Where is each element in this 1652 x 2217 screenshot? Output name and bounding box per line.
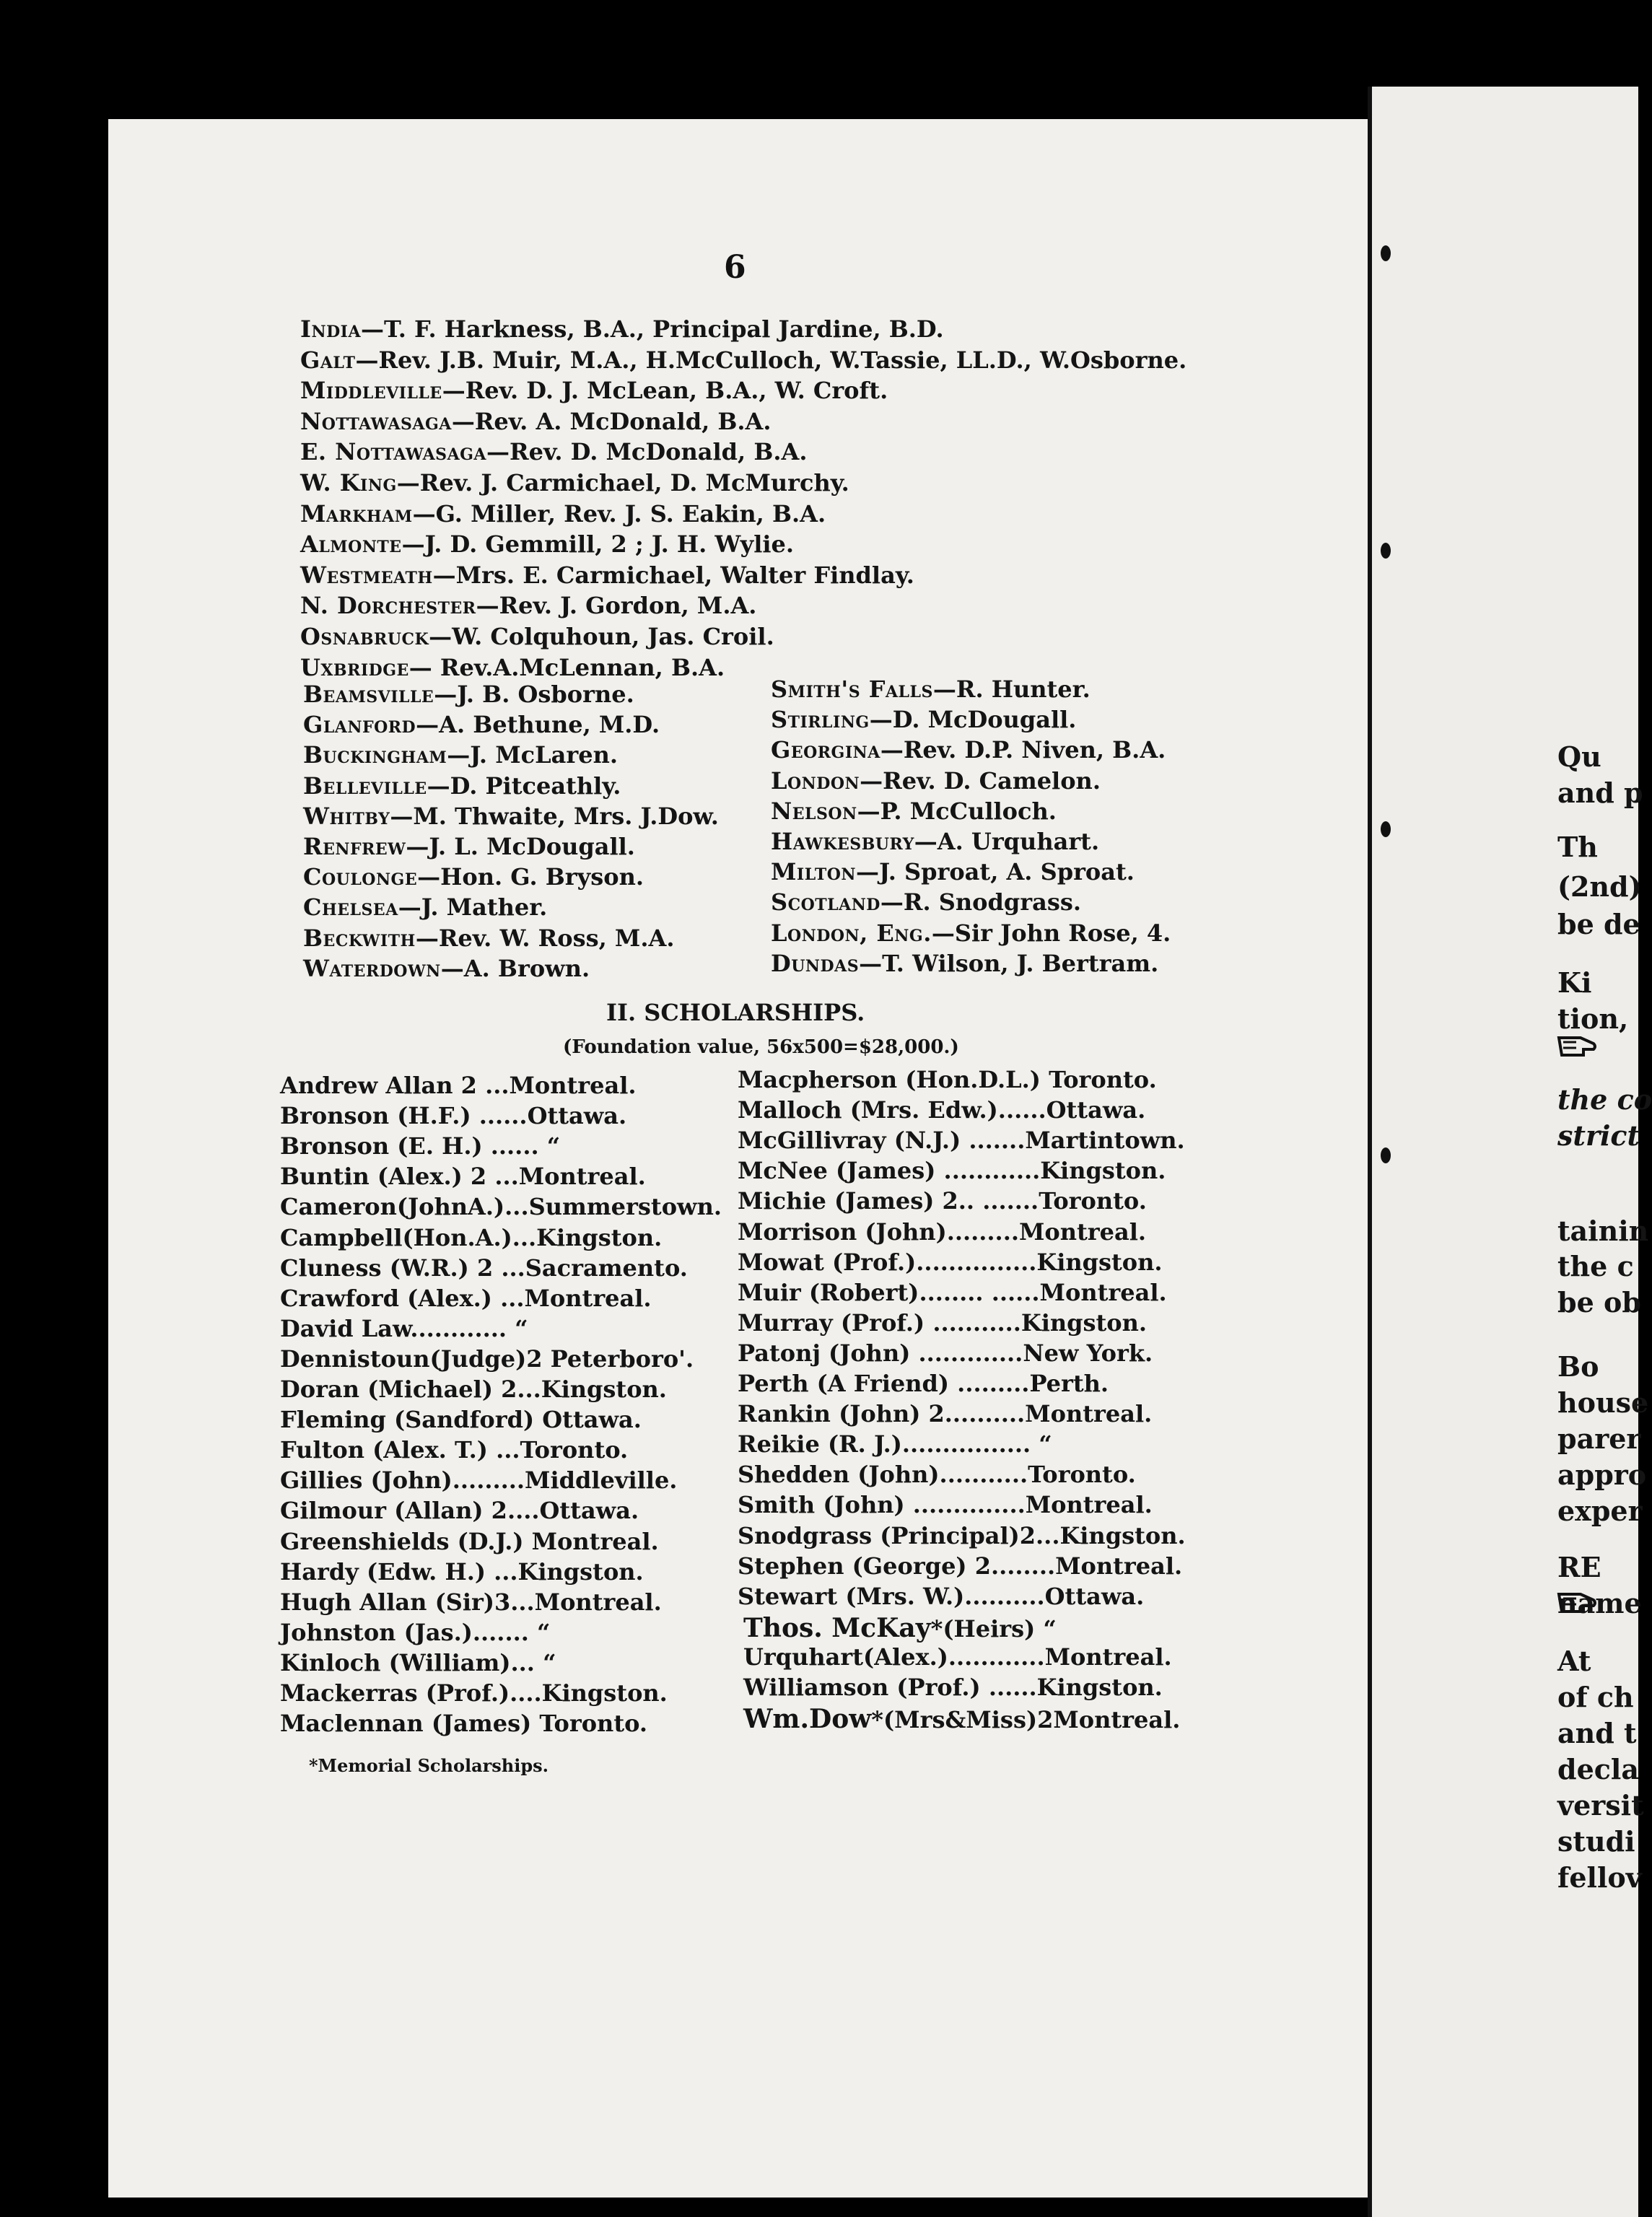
scholarship-entry: Reikie (R. J.)................ “ [738, 1430, 1052, 1459]
scholarship-entry: Mowat (Prof.)...............Kingston. [738, 1248, 1163, 1276]
donor-entry [303, 835, 635, 858]
scholarship-entry: Gillies (John).........Middleville. [280, 1466, 678, 1495]
donor-place: Coulonge [303, 863, 418, 891]
donor-names: —T. Wilson, J. Bertram. [859, 949, 1159, 977]
scholarship-entry: Williamson (Prof.) ......Kingston. [743, 1674, 1163, 1701]
donor-entry [300, 346, 1187, 374]
scholarship-entry: Shedden (John)...........Toronto. [738, 1461, 1136, 1489]
scholarship-entry: Smith (John) ..............Montreal. [738, 1491, 1153, 1519]
donor-names: —D. McDougall. [869, 706, 1077, 734]
facing-page-fragment: name [1557, 1587, 1642, 1619]
scholarships-subheading: (Foundation value, 56x500=$28,000.) [563, 1036, 959, 1058]
donor-entry [771, 797, 1057, 825]
facing-page-fragment: be ob [1557, 1286, 1641, 1319]
donor-names: —Rev. J. Carmichael, D. McMurchy. [396, 469, 849, 497]
facing-page-fragment: the co [1557, 1083, 1652, 1116]
page-number: 6 [724, 249, 746, 286]
donor-names: —J. D. Gemmill, 2 ; J. H. Wylie. [401, 530, 794, 559]
donor-entry [771, 858, 1135, 886]
donor-entry [771, 766, 1101, 795]
donor-names: —Rev. D. J. McLean, B.A., W. Croft. [442, 377, 888, 405]
donor-entry [300, 530, 794, 559]
donor-names: —A. Bethune, M.D. [416, 711, 660, 739]
facing-page-fragment: of ch [1557, 1681, 1634, 1713]
facing-page-fragment: appro [1557, 1459, 1647, 1491]
donor-names: —Mrs. E. Carmichael, Walter Findlay. [432, 561, 914, 589]
donor-entry [303, 954, 590, 982]
scholarship-entry: Cluness (W.R.) 2 ...Sacramento. [280, 1254, 688, 1282]
scholarship-entry: Cameron(JohnA.)...Summerstown. [280, 1193, 722, 1221]
donor-place: Buckingham [303, 741, 447, 769]
facing-page-fragment: Ki [1557, 966, 1592, 999]
donor-entry [771, 675, 1091, 703]
scholarship-entry: Crawford (Alex.) ...Montreal. [280, 1284, 652, 1312]
facing-page-fragment: Th [1557, 831, 1598, 863]
donor-names: —Hon. G. Bryson. [417, 863, 644, 891]
donor-entry [771, 919, 1171, 947]
scholarship-entry: Greenshields (D.J.) Montreal. [280, 1527, 659, 1555]
donor-place: Chelsea [303, 893, 398, 922]
donor-names: —Rev. W. Ross, M.A. [415, 924, 675, 952]
donor-place: Almonte [300, 530, 402, 559]
scholarship-entry: Stephen (George) 2........Montreal. [738, 1552, 1183, 1580]
donor-entry [300, 561, 914, 589]
facing-page-fragment: parer [1557, 1422, 1641, 1455]
donor-place: Whitby [303, 802, 390, 830]
donor-entry [300, 438, 808, 466]
donor-place: Scotland [771, 888, 880, 917]
donor-names: —R. Snodgrass. [880, 888, 1081, 917]
donor-names: —W. Colquhoun, Jas. Croil. [429, 623, 774, 650]
donor-place: N. Dorchester [300, 592, 476, 620]
scholarship-entry: Muir (Robert)........ ......Montreal. [738, 1278, 1167, 1306]
pointing-hand-icon [1556, 1033, 1598, 1059]
facing-page-fragment: the c [1557, 1250, 1634, 1282]
pointing-hand-icon [1556, 1590, 1598, 1616]
memorial-name: Wm.Dow [743, 1704, 872, 1735]
donor-entry [303, 711, 660, 739]
facing-page-fragment: be de [1557, 908, 1640, 940]
donor-place: India [300, 315, 362, 343]
scholarship-entry: Mackerras (Prof.)....Kingston. [280, 1679, 668, 1707]
scholarship-entry: Patonj (John) .............New York. [738, 1339, 1153, 1367]
donor-place: Hawkesbury [771, 828, 914, 855]
donor-entry [300, 592, 757, 620]
donor-entry [303, 924, 675, 952]
donor-entry [771, 888, 1081, 917]
donor-names: —R. Hunter. [932, 675, 1091, 703]
donor-entry [771, 949, 1159, 977]
donor-names: —D. Pitceathly. [427, 771, 621, 800]
scholarship-entry: Johnston (Jas.)....... “ [280, 1618, 551, 1646]
donor-names: —Rev. D.P. Niven, B.A. [880, 736, 1166, 764]
scholarship-entry: Malloch (Mrs. Edw.)......Ottawa. [738, 1096, 1146, 1124]
memorial-name: Thos. McKay [743, 1612, 931, 1643]
donor-names: —Rev. A. McDonald, B.A. [451, 407, 772, 435]
donor-place: E. Nottawasaga [300, 438, 486, 466]
donor-place: Waterdown [303, 954, 441, 982]
donor-names: —Rev. D. McDonald, B.A. [486, 438, 808, 466]
scholarship-entry: Rankin (John) 2..........Montreal. [738, 1400, 1153, 1428]
donor-entry [300, 377, 888, 405]
donor-place: Dundas [771, 949, 860, 977]
scholarship-entry: Dennistoun(Judge)2 Peterboro'. [280, 1344, 694, 1373]
donor-place: Osnabruck [300, 623, 429, 650]
memorial-scholarship-entry [743, 1612, 1057, 1643]
donor-entry [303, 741, 618, 769]
donor-entry [303, 893, 548, 922]
donor-place: Middleville [300, 377, 442, 405]
facing-page-fragment: tion, [1557, 1002, 1629, 1035]
donor-place: W. King [300, 469, 397, 497]
donor-place: Beckwith [303, 924, 416, 952]
facing-page-fragment: fellov [1557, 1861, 1642, 1894]
donor-entry [303, 802, 719, 830]
scholarship-entry: Fleming (Sandford) Ottawa. [280, 1406, 642, 1434]
scholarship-entry: Andrew Allan 2 ...Montreal. [280, 1072, 637, 1099]
donor-names: —M. Thwaite, Mrs. J.Dow. [390, 802, 719, 830]
donor-names: —A. Urquhart. [914, 828, 1100, 855]
donor-names: —G. Miller, Rev. J. S. Eakin, B.A. [412, 499, 826, 528]
donor-names: — Rev.A.McLennan, B.A. [408, 653, 725, 681]
donor-place: Nottawasaga [300, 407, 452, 435]
memorial-detail: *(Mrs&Miss)2Montreal. [871, 1706, 1181, 1734]
donor-place: Uxbridge [300, 653, 409, 681]
facing-page-fragment: RE [1557, 1551, 1601, 1583]
scholarship-entry: Macpherson (Hon.D.L.) Toronto. [738, 1066, 1157, 1093]
scholarship-entry: Bronson (H.F.) ......Ottawa. [280, 1102, 627, 1130]
donor-names: —Rev. J. Gordon, M.A. [476, 592, 757, 620]
donor-names: —P. McCulloch. [857, 797, 1057, 825]
scholarship-entry: Bronson (E. H.) ...... “ [280, 1132, 561, 1160]
facing-page-fragment: and p [1557, 777, 1643, 809]
facing-page-fragment: strict [1557, 1119, 1640, 1152]
scholarship-entry: Hugh Allan (Sir)3...Montreal. [280, 1588, 662, 1616]
scholarship-entry: Stewart (Mrs. W.)..........Ottawa. [738, 1582, 1145, 1610]
donor-entry [300, 315, 944, 343]
facing-page-fragment: Bo [1557, 1350, 1599, 1383]
scholarship-entry: Urquhart(Alex.)............Montreal. [743, 1643, 1172, 1671]
facing-page-fragment: house [1557, 1386, 1649, 1419]
scholarship-entry: McGillivray (N.J.) .......Martintown. [738, 1127, 1185, 1155]
binding-stitch [1381, 245, 1391, 261]
facing-page-fragment: At [1557, 1645, 1591, 1677]
donor-names: —J. Sproat, A. Sproat. [856, 858, 1135, 886]
facing-page-fragment: studi [1557, 1825, 1635, 1858]
donor-entry [300, 407, 772, 435]
scholarship-entry: Doran (Michael) 2...Kingston. [280, 1376, 667, 1403]
donor-place: Glanford [303, 711, 416, 739]
donor-place: Georgina [771, 736, 880, 764]
facing-page-fragment: versit [1557, 1789, 1644, 1822]
scholarship-entry: Gilmour (Allan) 2....Ottawa. [280, 1497, 639, 1525]
scholarships-heading: II. SCHOLARSHIPS. [606, 999, 865, 1026]
donor-names: —Rev. D. Camelon. [860, 766, 1101, 795]
memorial-detail: *(Heirs) “ [930, 1614, 1057, 1643]
donor-entry [303, 771, 621, 800]
donor-entry [303, 683, 634, 706]
facing-page-fragment: (2nd) [1557, 870, 1642, 903]
donor-place: Westmeath [300, 561, 433, 589]
donor-place: Nelson [771, 797, 857, 825]
donor-place: Renfrew [303, 833, 406, 860]
donor-entry [771, 830, 1099, 853]
scholarship-entry: Perth (A Friend) .........Perth. [738, 1370, 1109, 1397]
facing-page-fragment: decla [1557, 1753, 1639, 1785]
donor-place: Milton [771, 858, 857, 886]
donor-place: Markham [300, 499, 413, 528]
donor-place: Belleville [303, 771, 427, 800]
facing-page [1368, 87, 1641, 2217]
memorial-scholarship-entry [743, 1704, 1181, 1735]
donor-entry [771, 706, 1077, 734]
binding-stitch [1381, 821, 1391, 837]
binding-stitch [1381, 1147, 1391, 1163]
facing-page-fragment: exper [1557, 1495, 1643, 1527]
scholarship-entry: Buntin (Alex.) 2 ...Montreal. [280, 1163, 646, 1191]
donor-names: —Rev. J.B. Muir, M.A., H.McCulloch, W.Tassie, LL.D., W.Osborne. [355, 346, 1187, 374]
donor-names: —J. McLaren. [447, 741, 618, 769]
donor-entry [303, 863, 644, 891]
scholarship-entry: Maclennan (James) Toronto. [280, 1710, 648, 1738]
donor-entry [300, 499, 826, 528]
donor-place: Beamsville [303, 681, 434, 708]
donor-place: Smith's Falls [771, 675, 933, 703]
scholarship-entry: Campbell(Hon.A.)...Kingston. [280, 1223, 663, 1251]
facing-page-fragment: Qu [1557, 740, 1601, 773]
footnote: *Memorial Scholarships. [309, 1755, 549, 1776]
donor-names: —J. Mather. [398, 893, 548, 922]
scholarship-entry: David Law............ “ [280, 1314, 528, 1342]
donor-names: —T. F. Harkness, B.A., Principal Jardine, B.D. [361, 315, 944, 343]
donor-names: —A. Brown. [440, 954, 590, 982]
donor-entry [300, 653, 725, 681]
donor-entry [771, 736, 1166, 764]
donor-names: —J. L. McDougall. [406, 833, 635, 860]
donor-place: Galt [300, 346, 356, 374]
scholarship-entry: McNee (James) ............Kingston. [738, 1157, 1166, 1185]
facing-page-fragment: tainin [1557, 1215, 1649, 1247]
scholarship-entry: Kinloch (William)... “ [280, 1648, 556, 1676]
scholarship-entry: Hardy (Edw. H.) ...Kingston. [280, 1557, 644, 1586]
donor-entry [300, 469, 849, 497]
donor-names: —Sir John Rose, 4. [931, 919, 1171, 947]
donor-place: Stirling [771, 706, 870, 734]
facing-page-fragment: and t [1557, 1717, 1637, 1749]
donor-names: —J. B. Osborne. [434, 681, 634, 708]
donor-place: London [771, 766, 860, 795]
scholarship-entry: Murray (Prof.) ...........Kingston. [738, 1308, 1148, 1337]
scholarship-entry: Morrison (John).........Montreal. [738, 1217, 1147, 1246]
binding-stitch [1381, 543, 1391, 559]
scholarship-entry: Michie (James) 2.. .......Toronto. [738, 1187, 1147, 1215]
scholarship-entry: Snodgrass (Principal)2...Kingston. [738, 1521, 1186, 1549]
donor-place: London, Eng. [771, 919, 932, 947]
scholarship-entry: Fulton (Alex. T.) ...Toronto. [280, 1436, 629, 1464]
donor-entry [300, 625, 774, 648]
